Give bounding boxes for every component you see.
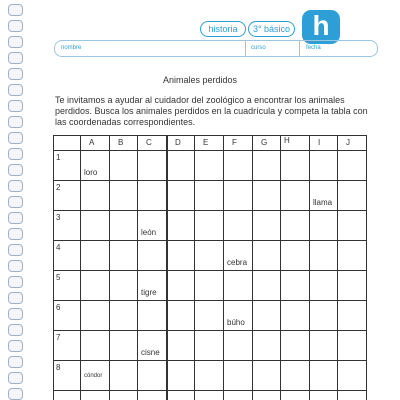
row-label: 1: [56, 153, 61, 162]
spiral-ring: [8, 228, 23, 240]
level-tag: 3° básico: [248, 21, 295, 37]
spiral-ring: [8, 84, 23, 96]
column-label: C: [146, 138, 152, 147]
spiral-ring: [8, 164, 23, 176]
row-label: 3: [56, 213, 61, 222]
spiral-ring: [8, 132, 23, 144]
spiral-ring: [8, 372, 23, 384]
grid-line: [53, 360, 366, 361]
animal-label: loro: [84, 168, 98, 177]
spiral-ring: [8, 212, 23, 224]
spiral-ring: [8, 260, 23, 272]
animal-label: búho: [227, 318, 245, 327]
grid-line: [53, 300, 366, 301]
spiral-ring: [8, 148, 23, 160]
column-label: D: [175, 138, 181, 147]
animal-label: cisne: [141, 348, 160, 357]
spiral-ring: [8, 36, 23, 48]
grid-line: [53, 330, 366, 331]
spiral-binding: [0, 0, 36, 400]
name-label: nombre: [61, 45, 82, 51]
spiral-ring: [8, 4, 23, 16]
spiral-ring: [8, 324, 23, 336]
spiral-ring: [8, 20, 23, 32]
row-label: 4: [56, 243, 61, 252]
coordinate-grid: [53, 135, 366, 400]
spiral-ring: [8, 388, 23, 400]
column-label: H: [284, 136, 290, 145]
animal-label: llama: [313, 198, 333, 207]
grid-line: [53, 390, 366, 391]
subject-tag: historia: [200, 21, 246, 37]
info-divider: [299, 41, 300, 56]
spiral-ring: [8, 356, 23, 368]
grid-line: [53, 180, 366, 181]
date-label: fecha: [306, 45, 321, 51]
spiral-ring: [8, 308, 23, 320]
spiral-ring: [8, 340, 23, 352]
info-divider: [245, 41, 246, 56]
brand-logo: h: [302, 10, 340, 44]
grid-line: [53, 270, 366, 271]
spiral-ring: [8, 116, 23, 128]
animal-label: león: [141, 228, 157, 237]
column-label: J: [346, 138, 350, 147]
student-info-bar: [54, 40, 378, 57]
column-label: F: [232, 138, 237, 147]
spiral-ring: [8, 244, 23, 256]
spiral-ring: [8, 100, 23, 112]
grid-line: [53, 240, 366, 241]
spiral-ring: [8, 196, 23, 208]
column-label: A: [89, 138, 95, 147]
column-label: G: [261, 138, 268, 147]
row-label: 7: [56, 333, 61, 342]
row-label: 2: [56, 183, 61, 192]
instructions-text: Te invitamos a ayudar al cuidador del zoológico a encontrar los animales perdidos. Busca los animales perdidos en la cuadrícula y competa la tabla con las coordenadas correspondientes.: [55, 95, 368, 127]
animal-label: tigre: [141, 288, 157, 297]
worksheet-title: Animales perdidos: [162, 75, 238, 85]
row-label: 6: [56, 303, 61, 312]
spiral-ring: [8, 276, 23, 288]
animal-label: cebra: [227, 258, 248, 267]
grid-line: [53, 210, 366, 211]
spiral-ring: [8, 180, 23, 192]
grid-line: [53, 150, 366, 151]
spiral-ring: [8, 292, 23, 304]
column-label: B: [118, 138, 124, 147]
grid-line: [366, 135, 367, 400]
column-label: I: [318, 138, 321, 147]
row-label: 5: [56, 273, 61, 282]
animal-label: cóndor: [84, 373, 103, 379]
course-label: curso: [251, 45, 266, 51]
grid-border: [53, 135, 366, 136]
column-label: E: [203, 138, 209, 147]
spiral-ring: [8, 52, 23, 64]
row-label: 8: [56, 363, 61, 372]
